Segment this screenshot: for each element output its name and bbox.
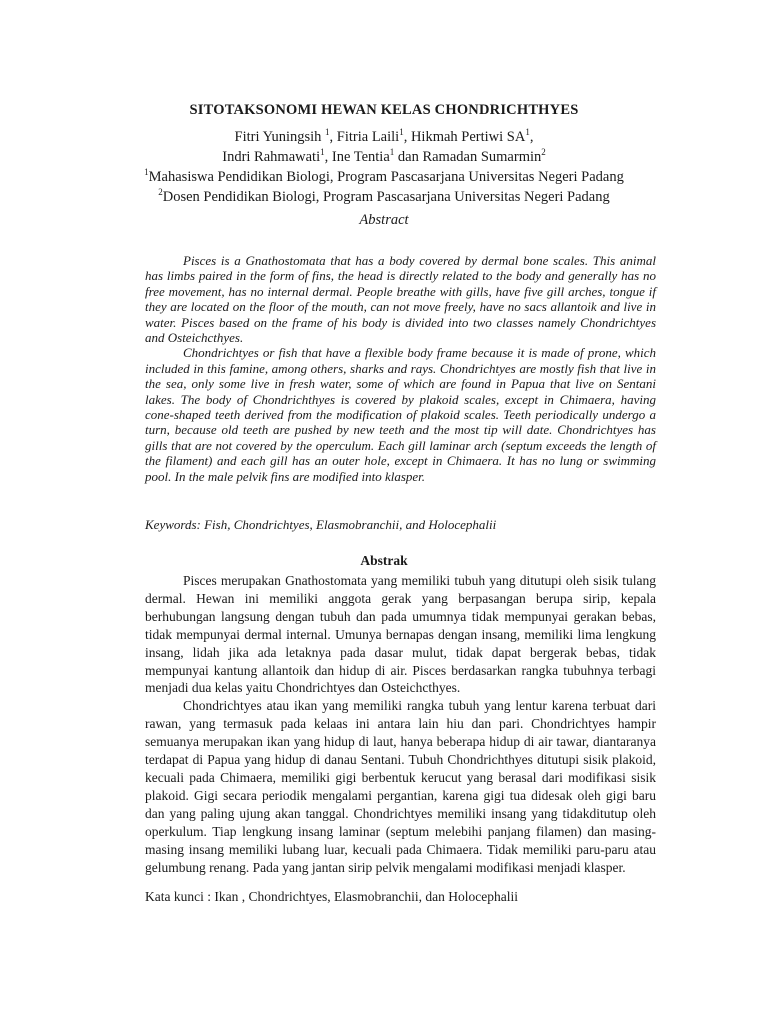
author-name: Hikmah Pertiwi SA — [410, 129, 526, 145]
keywords-id: Kata kunci : Ikan , Chondrichtyes, Elasmobranchii, dan Holocephalii — [145, 889, 519, 904]
affiliation-text: Dosen Pendidikan Biologi, Program Pascasarjana Universitas Negeri Padang — [162, 189, 610, 205]
affiliation-mark: 1 — [325, 127, 330, 138]
abstract-heading-en: Abstract — [359, 212, 409, 228]
abstract-heading-id: Abstrak — [360, 553, 408, 568]
keywords-en: Keywords: Fish, Chondrichtyes, Elasmobranchii, and Holocephalii — [145, 517, 497, 532]
abstract-en — [145, 253, 656, 484]
affiliation-mark: 1 — [399, 127, 404, 138]
affiliation-text: Mahasiswa Pendidikan Biologi, Program Pascasarjana Universitas Negeri Padang — [148, 169, 624, 185]
separator: , — [403, 129, 411, 145]
abstract-id-paragraph-1: Pisces merupakan Gnathostomata yang memiliki tubuh yang ditutupi oleh sisik tulang dermal. Hewan ini memiliki anggota gerak yang berpasangan berupa sirip, kepala berhubungan langsung dengan tubuh dan pada umumnya tidak mempunyai gerakan bebas, tidak mempunyai dermal internal. Umunya bernapas dengan insang, memiliki lima lengkung insang, lidah jika ada letaknya pada dasar mulut, tidak dapat bergerak bebas, tidak mempunyai kantung allantoik dan hidup di air. Pisces berdasarkan rangka tubuhnya terbagi menjadi dua kelas yaitu Chondrichtyes dan Osteichcthyes. — [145, 573, 656, 696]
abstract-id-paragraph-2: Chondrichtyes atau ikan yang memiliki rangka tubuh yang lentur karena terbuat dari rawan, yang termasuk pada kelaas ini antara lain hiu dan pari. Chondrichtyes hampir semuanya merupakan ikan yang hidup di laut, hanya beberapa hidup di air tawar, diantaranya terdapat di Papua yang hidup di danau Sentani. Tubuh Chondrichthyes ditutupi sisik plakoid, kecuali pada Chimaera, memiliki gigi berbentuk kerucut yang berasal dari modifikasi sisik plakoid. Gigi secara periodik mengalami pergantian, karena gigi tua didesak oleh gigi baru dan yang paling ujung akan tanggal. Chondrichtyes memiliki insang yang tidakditutup oleh operkulum. Tiap lengkung insang laminar (septum melebihi panjang filamen) dan masing-masing insang memiliki lubang luar, kecuali pada Chimaera. Tidak memiliki paru-paru atau gelumbung renang. Pada yang jantan sirip pelvik mengalami modifikasi menjadi klasper. — [145, 698, 656, 875]
abstract-en-paragraph-2: Chondrichtyes or fish that have a flexible body frame because it is made of prone, which included in this famine, among others, sharks and rays. Chondrichtyes are mostly fish that live in the sea, only some live in fresh water, some of which are found in Papua that live on Sentani lakes. The body of Chondrichthyes is covered by plakoid scales, except in Chimaera, having cone-shaped teeth derived from the modification of plakoid scales. Teeth periodically undergo a turn, because old teeth are pushed by new teeth and the most tip will date. Chondrichtyes has gills that are not covered by the operculum. Each gill laminar arch (septum exceeds the length of the filament) and each gill has an outer hole, except in Chimaera. It has no lung or swimming pool. In the male pelvik fins are modified into klasper. — [145, 345, 656, 484]
affiliation-2 — [0, 187, 768, 207]
affiliation-mark: 1 — [389, 147, 395, 158]
separator: dan — [394, 149, 423, 165]
abstract-id — [145, 572, 656, 876]
affiliation-mark: 1 — [525, 127, 530, 138]
author-name: Fitria Laili — [336, 129, 400, 145]
affiliation-mark: 2 — [541, 147, 546, 158]
author-block — [0, 127, 768, 207]
separator: , — [529, 129, 534, 145]
paper-title: SITOTAKSONOMI HEWAN KELAS CHONDRICHTHYES — [189, 102, 579, 118]
author-name: Fitri Yuningsih — [234, 129, 326, 145]
author-name: Indri Rahmawati — [222, 149, 321, 165]
affiliation-mark: 1 — [320, 147, 325, 158]
abstract-en-paragraph-1: Pisces is a Gnathostomata that has a body covered by dermal bone scales. This animal has limbs paired in the form of fins, the head is directly related to the body and generally has no free movement, has no internal dermal. People breathe with gills, have five gill arches, tongue if they are located on the floor of the mouth, can not move freely, have no sacs allantoik and live in water. Pisces based on the frame of his body is divided into two classes namely Chondrichtyes and Osteichcthyes. — [145, 253, 656, 346]
separator: , — [324, 149, 332, 165]
author-line-2 — [0, 147, 768, 167]
author-name: Ine Tentia — [331, 149, 390, 165]
author-name: Ramadan Sumarmin — [422, 149, 542, 165]
affiliation-mark: 1 — [144, 167, 149, 178]
author-line-1 — [0, 127, 768, 147]
separator: , — [329, 129, 337, 145]
affiliation-1 — [0, 167, 768, 187]
affiliation-mark: 2 — [158, 187, 163, 198]
